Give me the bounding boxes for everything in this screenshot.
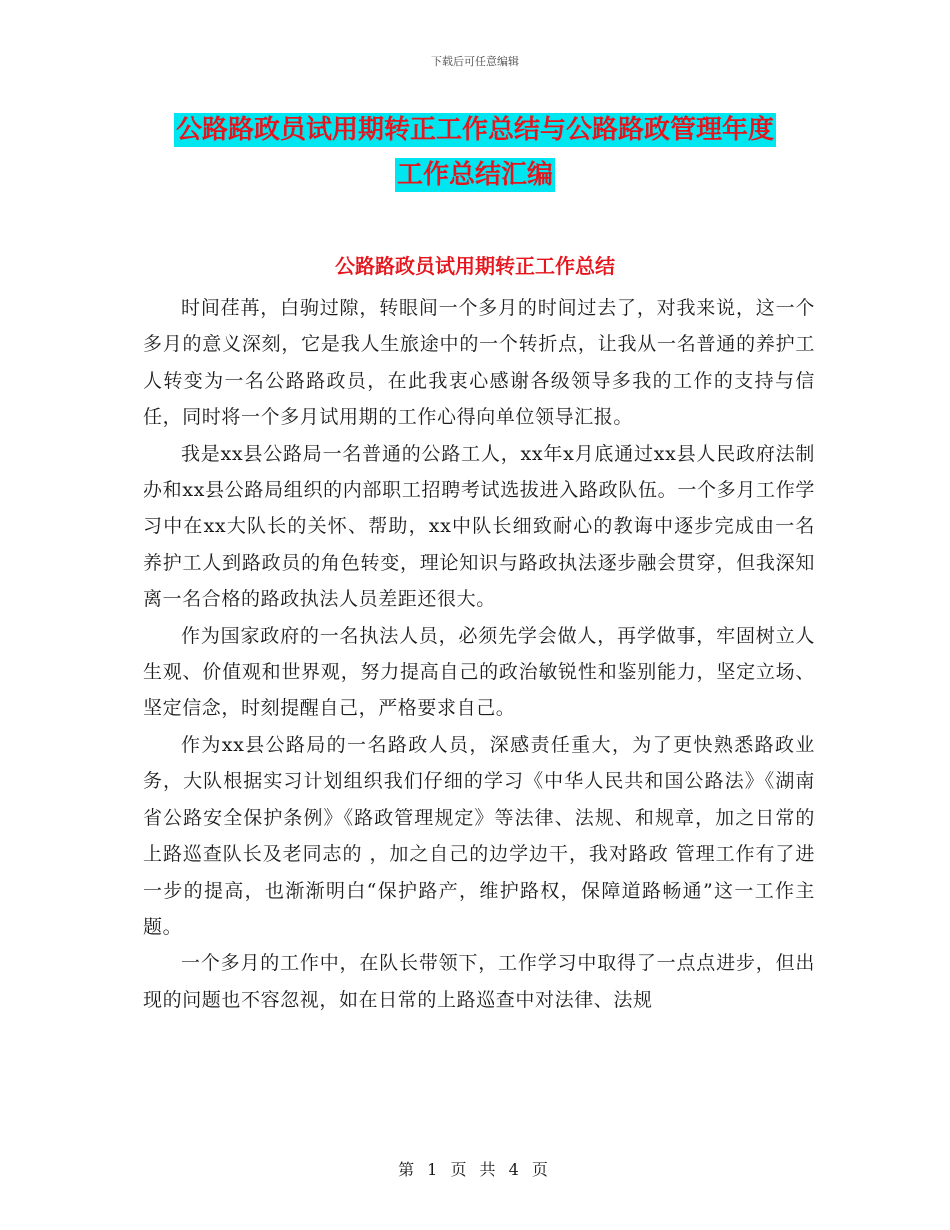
body-text	[143, 290, 815, 1018]
title-highlight-1: 公路路政员试用期转正工作总结与公路路政管理年度	[175, 115, 774, 145]
paragraph: 一个多月的工作中，在队长带领下，工作学习中取得了一点点进步，但出现的问题也不容忽视，如在日常的上路巡查中对法律、法规	[143, 952, 815, 1011]
paragraph: 时间荏苒，白驹过隙，转眼间一个多月的时间过去了，对我来说，这一个多月的意义深刻，它是我人生旅途中的一个转折点，让我从一名普通的养护工人转变为一名公路路政员，在此我衷心感谢各级领导多我的工作的支持与信任，同时将一个多月试用期的工作心得向单位领导汇报。	[143, 297, 815, 429]
section-title: 公路路政员试用期转正工作总结	[335, 254, 615, 278]
paragraph: 作为国家政府的一名执法人员，必须先学会做人，再学做事，牢固树立人生观、价值观和世界观，努力提高自己的政治敏锐性和鉴别能力，坚定立场、坚定信念，时刻提醒自己，严格要求自己。	[143, 624, 815, 720]
page-number-footer: 第 1 页 共 4 页	[398, 1160, 552, 1179]
header-note: 下载后可任意编辑	[431, 55, 519, 68]
paragraph: 作为xx县公路局的一名路政人员，深感责任重大，为了更快熟悉路政业务，大队根据实习计划组织我们仔细的学习《中华人民共和国公路法》《湖南省公路安全保护条例》《路政管理规定》等法律、法规、和规章，加之日常的上路巡查队长及老同志的 ，加之自己的边学边干，我对路政 管理工作有了进一步的提高，也渐渐明白“保护路产，维护路权，保障道路畅通”这一工作主题。	[143, 733, 815, 938]
paragraph: 我是xx县公路局一名普通的公路工人，xx年x月底通过xx县人民政府法制办和xx县公路局组织的内部职工招聘考试选拔进入路政队伍。一个多月工作学习中在xx大队长的关怀、帮助，xx中队长细致耐心的教诲中逐步完成由一名养护工人到路政员的角色转变，理论知识与路政执法逐步融会贯穿，但我深知离一名合格的路政执法人员差距还很大。	[143, 442, 815, 611]
document-title-line-1	[0, 110, 950, 150]
document-title-line-2	[0, 155, 950, 195]
title-highlight-2: 工作总结汇编	[396, 160, 553, 190]
